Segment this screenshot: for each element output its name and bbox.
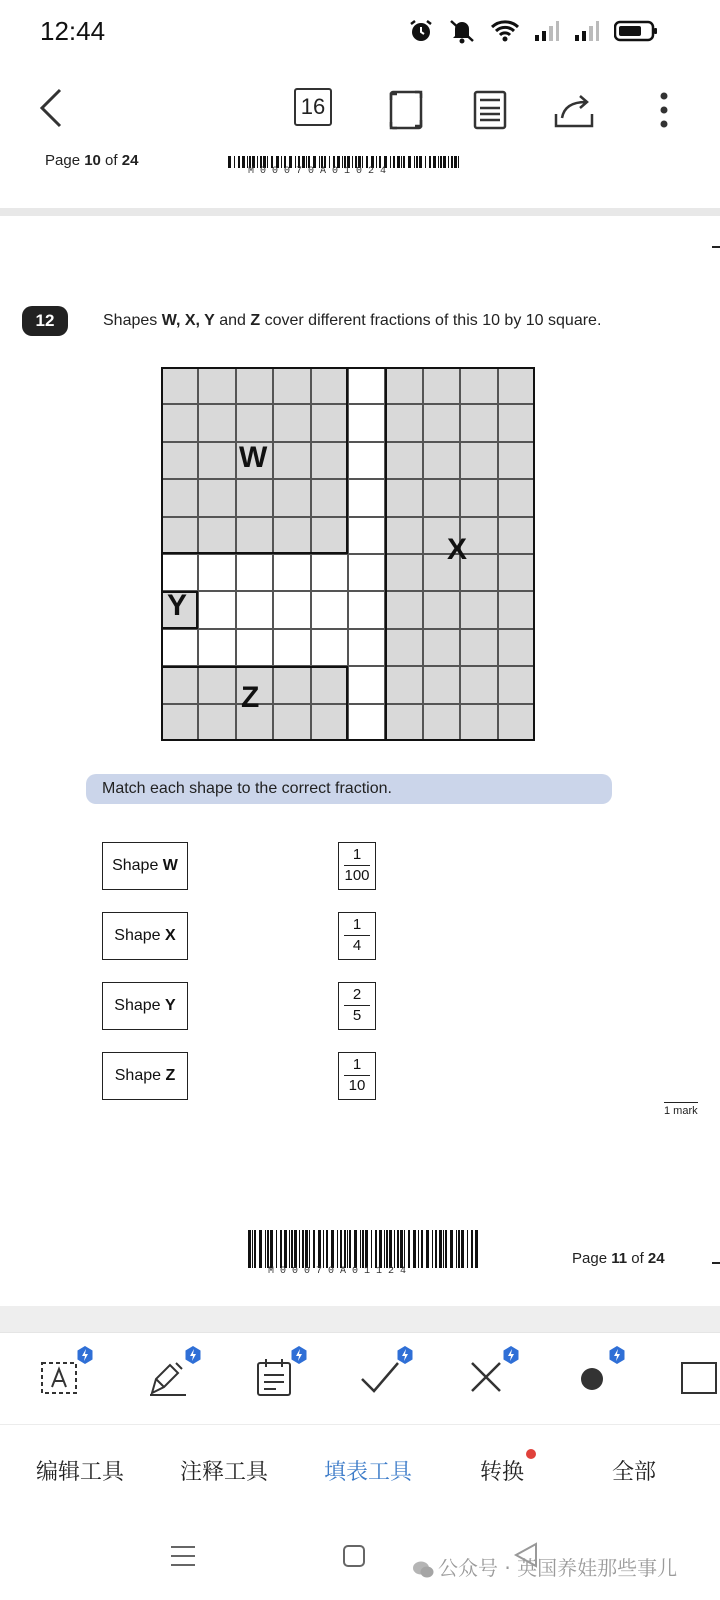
barcode-bar — [337, 1230, 338, 1268]
watermark — [412, 1552, 677, 1581]
label-z: Z — [241, 681, 260, 714]
barcode-bar — [458, 156, 459, 168]
square-icon — [676, 1355, 720, 1399]
barcode-bar — [365, 1230, 368, 1268]
grid-cell — [198, 517, 235, 554]
barcode-bar — [418, 1230, 419, 1268]
wechat-icon — [412, 1560, 434, 1580]
fullscreen-icon[interactable] — [384, 88, 428, 132]
previous-page-footer — [0, 152, 720, 208]
grid-cell — [348, 404, 385, 441]
barcode-bar — [347, 1230, 348, 1268]
grid-cell — [311, 367, 348, 404]
barcode-bar — [238, 156, 240, 168]
grid-cell — [460, 629, 497, 666]
barcode-bar — [439, 1230, 442, 1268]
shape-x-box[interactable]: Shape X — [102, 912, 188, 960]
premium-badge-icon — [76, 1345, 94, 1365]
barcode-bar — [228, 156, 231, 168]
label-w: W — [239, 441, 268, 474]
grid-cell — [423, 442, 460, 479]
previous-page-barcode-text: M00070A01024 — [248, 166, 393, 177]
barcode-bar — [433, 156, 436, 168]
dot-tool[interactable] — [570, 1355, 614, 1399]
barcode-bar — [404, 1230, 405, 1268]
page-separator-bottom — [0, 1306, 720, 1332]
tab-form-tools[interactable]: 填表工具 — [324, 1460, 413, 1485]
grid-cell — [348, 591, 385, 628]
grid-cell — [273, 629, 310, 666]
grid-cell — [236, 367, 273, 404]
barcode-bar — [408, 156, 411, 168]
grid-cell — [236, 629, 273, 666]
barcode-bar — [313, 1230, 315, 1268]
grid-cell — [273, 404, 310, 441]
barcode-bar — [408, 1230, 410, 1268]
page-edge-mark — [712, 246, 720, 248]
barcode-bar — [349, 1230, 351, 1268]
barcode-bar — [270, 1230, 273, 1268]
instruction-banner: Match each shape to the correct fraction. — [86, 774, 612, 804]
grid-cell — [423, 367, 460, 404]
barcode-bar — [475, 1230, 478, 1268]
grid-cell — [498, 479, 535, 516]
page-layout-icon[interactable] — [468, 88, 512, 132]
home-nav-icon[interactable] — [342, 1544, 366, 1568]
barcode-bar — [421, 1230, 423, 1268]
tab-convert-label: 转换 — [480, 1460, 525, 1485]
grid-cell — [385, 591, 422, 628]
tool-strip — [0, 1332, 720, 1424]
fraction-box-1[interactable]: 1 100 — [338, 842, 376, 890]
share-icon[interactable] — [552, 88, 596, 132]
barcode-bar — [234, 156, 235, 168]
barcode-bar — [403, 156, 405, 168]
grid-cell — [385, 704, 422, 741]
grid-cell — [198, 367, 235, 404]
barcode-bar — [471, 1230, 473, 1268]
premium-badge-icon — [608, 1345, 626, 1365]
previous-page-label: Page 10 of 24 — [45, 152, 139, 169]
battery-icon — [614, 20, 658, 42]
page-barcode-text: M00070A01124 — [268, 1266, 413, 1277]
grid-cell — [161, 704, 198, 741]
barcode-bar — [252, 1230, 253, 1268]
barcode-bar — [443, 1230, 444, 1268]
grid-cell — [423, 629, 460, 666]
grid-cell — [348, 367, 385, 404]
watermark-text: 公众号 · 英国养娃那些事儿 — [438, 1556, 678, 1580]
signal-2-icon — [574, 20, 600, 42]
sign-tool[interactable] — [146, 1355, 190, 1399]
grid-cell — [423, 479, 460, 516]
grid-cell — [385, 517, 422, 554]
barcode-bar — [461, 1230, 464, 1268]
barcode-bar — [458, 1230, 460, 1268]
page-count-button[interactable] — [294, 88, 338, 132]
barcode-bar — [426, 1230, 429, 1268]
grid-cell — [348, 554, 385, 591]
grid-cell — [385, 666, 422, 703]
grid-cell — [348, 517, 385, 554]
grid-cell — [161, 666, 198, 703]
form-tool[interactable] — [252, 1355, 296, 1399]
barcode-bar — [291, 1230, 293, 1268]
grid-cell — [498, 666, 535, 703]
square-tool[interactable] — [676, 1355, 720, 1399]
grid-cell — [385, 479, 422, 516]
grid-cell — [423, 666, 460, 703]
grid-cell — [198, 404, 235, 441]
grid-cell — [161, 442, 198, 479]
grid-cell — [161, 554, 198, 591]
barcode-bar — [284, 1230, 287, 1268]
barcode-bar — [397, 156, 400, 168]
grid-cell — [498, 591, 535, 628]
grid-cell — [198, 554, 235, 591]
grid-cell — [385, 404, 422, 441]
fraction-box-4[interactable]: 1 10 — [338, 1052, 376, 1100]
grid-cell — [161, 367, 198, 404]
grid-cell — [460, 367, 497, 404]
barcode-bar — [393, 156, 395, 168]
barcode-bar — [362, 1230, 364, 1268]
barcode-bar — [379, 1230, 382, 1268]
barcode-bar — [456, 1230, 457, 1268]
cross-tool[interactable] — [464, 1355, 508, 1399]
barcode-bar — [451, 156, 453, 168]
grid-cell — [385, 367, 422, 404]
label-y: Y — [167, 589, 188, 622]
grid-cell — [498, 629, 535, 666]
tab-convert[interactable] — [480, 1455, 524, 1486]
grid-cell — [498, 404, 535, 441]
grid-cell — [273, 479, 310, 516]
page-count: 16 — [294, 88, 332, 126]
grid-cell — [498, 704, 535, 741]
label-x: X — [447, 533, 468, 566]
grid-cell — [348, 479, 385, 516]
page-edge-mark-bottom — [712, 1262, 720, 1264]
barcode-bar — [443, 156, 446, 168]
barcode-bar — [299, 1230, 300, 1268]
grid-cell — [236, 479, 273, 516]
status-bar — [0, 0, 720, 64]
grid-cell — [311, 591, 348, 628]
barcode-bar — [326, 1230, 328, 1268]
barcode-bar — [435, 1230, 437, 1268]
barcode-bar — [445, 1230, 447, 1268]
grid-cell — [311, 554, 348, 591]
barcode-bar — [440, 156, 442, 168]
wifi-icon — [490, 19, 520, 43]
barcode-bar — [394, 1230, 395, 1268]
grid-cell — [198, 704, 235, 741]
barcode-bar — [389, 1230, 392, 1268]
barcode-bar — [414, 156, 415, 168]
grid-cell — [273, 666, 310, 703]
page-separator — [0, 208, 720, 216]
grid-cell — [273, 367, 310, 404]
shape-w-box[interactable]: Shape W — [102, 842, 188, 890]
barcode-bar — [375, 1230, 377, 1268]
grid-cell — [460, 666, 497, 703]
tab-all[interactable]: 全部 — [612, 1460, 657, 1485]
clock: 12:44 — [40, 16, 106, 46]
barcode-bar — [265, 1230, 266, 1268]
page-barcode — [248, 1230, 480, 1268]
grid-cell — [348, 442, 385, 479]
status-icons — [408, 18, 658, 44]
grid-cell — [236, 591, 273, 628]
grid-cell — [498, 442, 535, 479]
grid-cell — [311, 666, 348, 703]
grid-cell — [385, 554, 422, 591]
grid-cell — [198, 442, 235, 479]
grid-cell — [273, 704, 310, 741]
barcode-bar — [371, 1230, 372, 1268]
check-tool[interactable] — [358, 1355, 402, 1399]
bottom-tabs — [0, 1424, 720, 1516]
barcode-bar — [354, 1230, 357, 1268]
barcode-bar — [248, 1230, 251, 1268]
barcode-bar — [276, 1230, 277, 1268]
grid-cell — [460, 404, 497, 441]
barcode-bar — [294, 1230, 297, 1268]
shape-y-box[interactable]: Shape Y — [102, 982, 188, 1030]
premium-badge-icon — [290, 1345, 308, 1365]
signal-1-icon — [534, 20, 560, 42]
grid-cell — [423, 404, 460, 441]
top-toolbar — [0, 64, 720, 156]
barcode-bar — [438, 156, 439, 168]
barcode-bar — [401, 156, 402, 168]
premium-badge-icon — [184, 1345, 202, 1365]
barcode-bar — [267, 1230, 269, 1268]
system-nav-bar — [0, 1516, 720, 1600]
barcode-bar — [289, 1230, 290, 1268]
grid-cell — [460, 704, 497, 741]
grid-cell — [236, 554, 273, 591]
more-menu-icon[interactable] — [642, 88, 686, 132]
grid-cell — [161, 629, 198, 666]
barcode-bar — [384, 1230, 385, 1268]
grid-cell — [498, 367, 535, 404]
grid-cell — [161, 479, 198, 516]
barcode-bar — [344, 1230, 347, 1268]
grid-cell — [348, 704, 385, 741]
tab-edit-tools[interactable]: 编辑工具 — [36, 1460, 125, 1485]
barcode-bar — [400, 1230, 403, 1268]
fraction-grid — [161, 367, 535, 741]
fraction-box-2[interactable]: 1 4 — [338, 912, 376, 960]
barcode-bar — [450, 1230, 453, 1268]
grid-cell — [348, 629, 385, 666]
grid-cell — [385, 442, 422, 479]
mute-icon — [448, 18, 476, 44]
grid-cell — [385, 629, 422, 666]
barcode-bar — [323, 1230, 324, 1268]
grid-cell — [273, 517, 310, 554]
barcode-bar — [419, 156, 422, 168]
grid-cell — [273, 554, 310, 591]
mark-label: 1 mark — [664, 1102, 698, 1117]
barcode-bar — [242, 156, 245, 168]
alarm-icon — [408, 18, 434, 44]
grid-cell — [198, 666, 235, 703]
question-text: Shapes W, X, Y and Z cover different fractions of this 10 by 10 square. — [103, 312, 602, 329]
grid-cell — [498, 517, 535, 554]
barcode-bar — [254, 1230, 256, 1268]
barcode-bar — [318, 1230, 321, 1268]
grid-cell — [311, 479, 348, 516]
grid-cell — [311, 404, 348, 441]
barcode-bar — [259, 1230, 262, 1268]
barcode-bar — [340, 1230, 342, 1268]
tab-annotation-tools[interactable]: 注释工具 — [180, 1460, 269, 1485]
grid-cell — [236, 517, 273, 554]
grid-cell — [311, 704, 348, 741]
question-number: 12 — [22, 306, 68, 336]
premium-badge-icon — [396, 1345, 414, 1365]
notification-dot — [526, 1449, 536, 1459]
menu-nav-icon[interactable] — [170, 1544, 196, 1568]
barcode-bar — [432, 1230, 433, 1268]
grid-cell — [198, 591, 235, 628]
grid-cell — [460, 479, 497, 516]
grid-cell — [460, 591, 497, 628]
document-viewer[interactable] — [0, 152, 720, 1332]
barcode-bar — [309, 1230, 310, 1268]
grid-cell — [198, 479, 235, 516]
grid-cell — [198, 629, 235, 666]
grid-cell — [236, 404, 273, 441]
grid-cell — [161, 404, 198, 441]
barcode-bar — [467, 1230, 468, 1268]
grid-cell — [311, 442, 348, 479]
grid-cell — [423, 591, 460, 628]
premium-badge-icon — [502, 1345, 520, 1365]
barcode-bar — [397, 1230, 399, 1268]
grid-cell — [498, 554, 535, 591]
back-arrow-icon[interactable] — [30, 86, 74, 130]
barcode-bar — [448, 156, 449, 168]
current-page-label: Page 11 of 24 — [572, 1250, 665, 1267]
barcode-bar — [331, 1230, 334, 1268]
fraction-box-3[interactable]: 2 5 — [338, 982, 376, 1030]
barcode-bar — [413, 1230, 416, 1268]
text-box-tool[interactable] — [38, 1355, 82, 1399]
barcode-bar — [360, 1230, 361, 1268]
shape-z-box[interactable]: Shape Z — [102, 1052, 188, 1100]
barcode-bar — [280, 1230, 282, 1268]
barcode-bar — [416, 156, 418, 168]
grid-cell — [311, 629, 348, 666]
grid-cell — [348, 666, 385, 703]
barcode-bar — [302, 1230, 304, 1268]
grid-cell — [311, 517, 348, 554]
barcode-bar — [429, 156, 431, 168]
barcode-bar — [425, 156, 426, 168]
barcode-bar — [386, 1230, 388, 1268]
grid-cell — [460, 442, 497, 479]
grid-cell — [161, 517, 198, 554]
barcode-bar — [305, 1230, 308, 1268]
grid-cell — [423, 704, 460, 741]
barcode-bar — [454, 156, 457, 168]
grid-cell — [273, 591, 310, 628]
grid-cell — [273, 442, 310, 479]
